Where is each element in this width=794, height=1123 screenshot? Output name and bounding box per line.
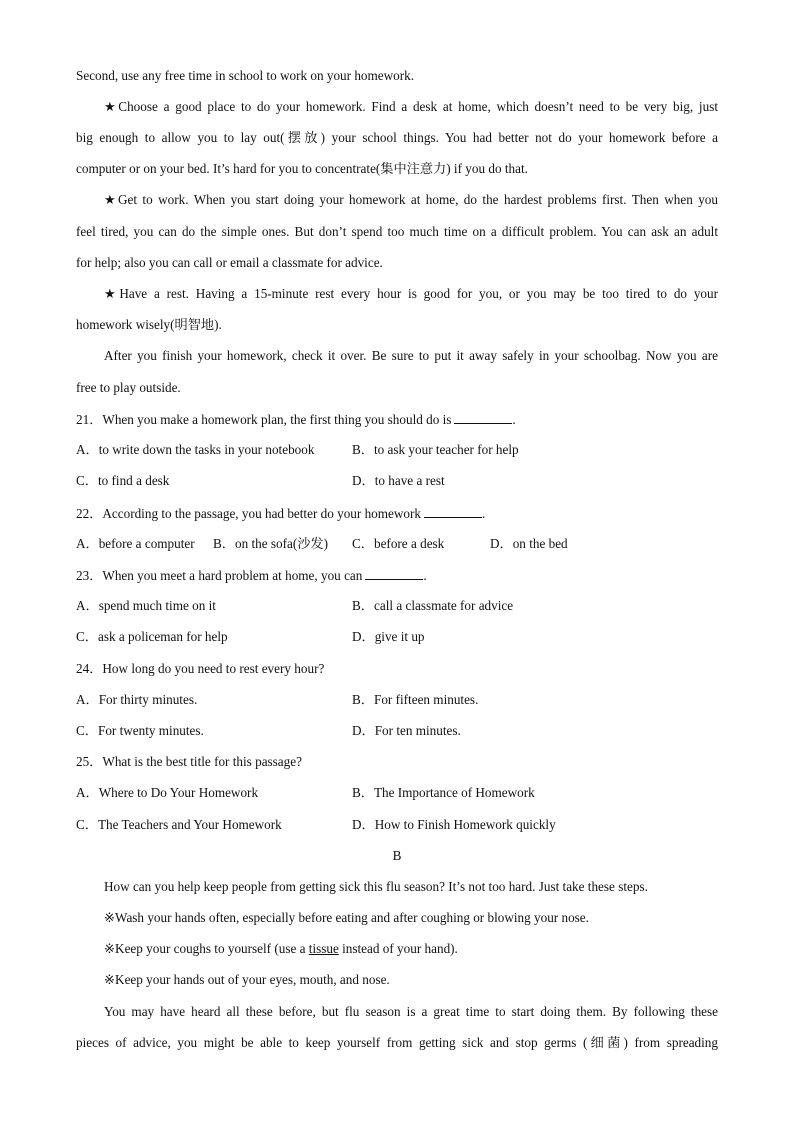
passage-a-line: ★Choose a good place to do your homework. Find a desk at home, which doesn’t need to be very big, just	[104, 99, 718, 114]
option-d[interactable]: D．How to Finish Homework quickly	[352, 817, 556, 832]
option-c[interactable]: C．The Teachers and Your Homework	[76, 817, 282, 832]
passage-a-line: computer or on your bed. It’s hard for you to concentrate(集中注意力) if you do that.	[76, 161, 528, 176]
passage-b-step: ※Keep your hands out of your eyes, mouth, and nose.	[104, 972, 390, 987]
option-a[interactable]: A．For thirty minutes.	[76, 692, 198, 707]
question-stem-text: 21．When you make a homework plan, the first thing you should do is	[76, 412, 452, 427]
option-a[interactable]: A．spend much time on it	[76, 598, 216, 613]
step-text: ※Keep your coughs to yourself (use a	[104, 941, 309, 956]
passage-a-line: big enough to allow you to lay out(摆放) your school things. You had better not do your homework before a	[76, 130, 718, 145]
option-d[interactable]: D．For ten minutes.	[352, 723, 461, 738]
answer-blank[interactable]	[454, 411, 512, 424]
passage-a-line: for help; also you can call or email a classmate for advice.	[76, 255, 383, 270]
question-stem-end: .	[423, 568, 427, 583]
option-c[interactable]: C．ask a policeman for help	[76, 629, 228, 644]
option-a[interactable]: A．to write down the tasks in your notebook	[76, 442, 315, 457]
question-24-stem: 24．How long do you need to rest every hour?	[76, 661, 325, 676]
question-21-stem	[76, 411, 516, 428]
question-22-stem	[76, 505, 485, 522]
passage-b-step	[104, 941, 458, 957]
underlined-word: tissue	[308, 941, 339, 956]
passage-a-line: ★Get to work. When you start doing your homework at home, do the hardest problems first. Then when you	[104, 192, 718, 207]
answer-blank[interactable]	[424, 505, 482, 518]
question-25-stem: 25．What is the best title for this passage?	[76, 754, 302, 769]
option-b[interactable]: B．to ask your teacher for help	[352, 442, 519, 457]
passage-a-line: free to play outside.	[76, 380, 181, 395]
question-23-stem	[76, 567, 427, 584]
option-b[interactable]: B．on the sofa(沙发)	[213, 536, 329, 551]
answer-blank[interactable]	[365, 567, 423, 580]
passage-b-closing-line: You may have heard all these before, but flu season is a great time to start doing them. By following these	[104, 1004, 718, 1019]
question-stem-end: .	[482, 506, 486, 521]
option-a[interactable]: A．before a computer	[76, 536, 195, 551]
option-a[interactable]: A．Where to Do Your Homework	[76, 785, 259, 800]
option-c[interactable]: C．to find a desk	[76, 473, 170, 488]
option-d[interactable]: D．on the bed	[490, 536, 568, 551]
option-d[interactable]: D．to have a rest	[352, 473, 445, 488]
passage-b-closing-line: pieces of advice, you might be able to keep yourself from getting sick and stop germs (细菌) from spreading	[76, 1035, 718, 1050]
section-b-heading: B	[392, 848, 402, 863]
question-stem-text: 22．According to the passage, you had better do your homework	[76, 506, 421, 521]
option-b[interactable]: B．call a classmate for advice	[352, 598, 514, 613]
option-c[interactable]: C．before a desk	[352, 536, 445, 551]
passage-a-line: feel tired, you can do the simple ones. But don’t spend too much time on a difficult problem. You can ask an adult	[76, 224, 718, 239]
passage-a-line: ★Have a rest. Having a 15-minute rest every hour is good for you, or you may be too tired to do your	[104, 286, 718, 301]
passage-b-step: ※Wash your hands often, especially before eating and after coughing or blowing your nose.	[104, 910, 589, 925]
option-c[interactable]: C．For twenty minutes.	[76, 723, 204, 738]
step-text: instead of your hand).	[338, 941, 458, 956]
option-b[interactable]: B．For fifteen minutes.	[352, 692, 479, 707]
question-stem-end: .	[512, 412, 516, 427]
passage-a-line: Second, use any free time in school to work on your homework.	[76, 68, 415, 83]
passage-a-line: After you finish your homework, check it over. Be sure to put it away safely in your schoolbag. Now you are	[104, 348, 718, 363]
option-d[interactable]: D．give it up	[352, 629, 425, 644]
option-b[interactable]: B．The Importance of Homework	[352, 785, 535, 800]
passage-b-intro: How can you help keep people from getting sick this flu season? It’s not too hard. Just take these steps.	[104, 879, 648, 894]
question-stem-text: 23．When you meet a hard problem at home, you can	[76, 568, 363, 583]
passage-a-line: homework wisely(明智地).	[76, 317, 222, 332]
